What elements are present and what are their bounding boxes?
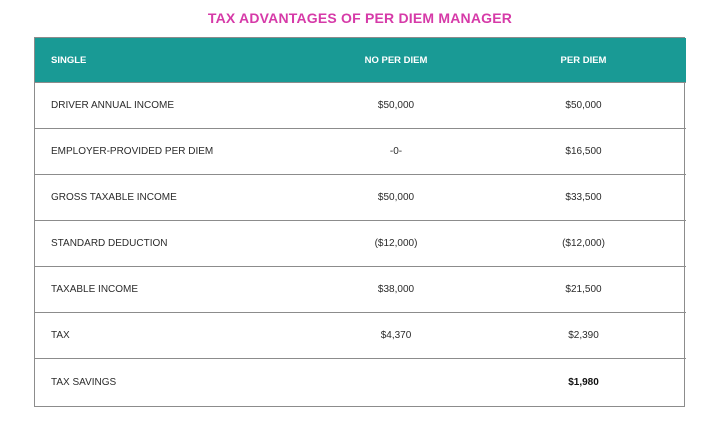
row-label: TAXABLE INCOME	[35, 267, 311, 313]
tax-savings-value: $1,980	[481, 359, 686, 407]
table-row	[35, 221, 686, 267]
no-per-diem-value: $50,000	[311, 83, 481, 129]
no-per-diem-value: -0-	[311, 129, 481, 175]
no-per-diem-value: $50,000	[311, 175, 481, 221]
row-label: EMPLOYER-PROVIDED PER DIEM	[35, 129, 311, 175]
header-no-per-diem: NO PER DIEM	[311, 38, 481, 83]
per-diem-value: $33,500	[481, 175, 686, 221]
no-per-diem-value	[311, 359, 481, 407]
table-row	[35, 267, 686, 313]
header-per-diem: PER DIEM	[481, 38, 686, 83]
table-row	[35, 175, 686, 221]
tax-comparison-table	[34, 37, 685, 407]
per-diem-value: $16,500	[481, 129, 686, 175]
table-row	[35, 83, 686, 129]
per-diem-value: ($12,000)	[481, 221, 686, 267]
no-per-diem-value: $4,370	[311, 313, 481, 359]
row-label: STANDARD DEDUCTION	[35, 221, 311, 267]
header-single: SINGLE	[35, 38, 311, 83]
page-title: TAX ADVANTAGES OF PER DIEM MANAGER	[207, 10, 513, 26]
per-diem-value: $50,000	[481, 83, 686, 129]
table-row	[35, 359, 686, 407]
per-diem-value: $2,390	[481, 313, 686, 359]
no-per-diem-value: ($12,000)	[311, 221, 481, 267]
row-label: DRIVER ANNUAL INCOME	[35, 83, 311, 129]
table	[35, 38, 686, 406]
row-label: TAX	[35, 313, 311, 359]
table-row	[35, 129, 686, 175]
table-header-row	[35, 38, 686, 83]
row-label: GROSS TAXABLE INCOME	[35, 175, 311, 221]
per-diem-value: $21,500	[481, 267, 686, 313]
table-row	[35, 313, 686, 359]
row-label: TAX SAVINGS	[35, 359, 311, 407]
no-per-diem-value: $38,000	[311, 267, 481, 313]
